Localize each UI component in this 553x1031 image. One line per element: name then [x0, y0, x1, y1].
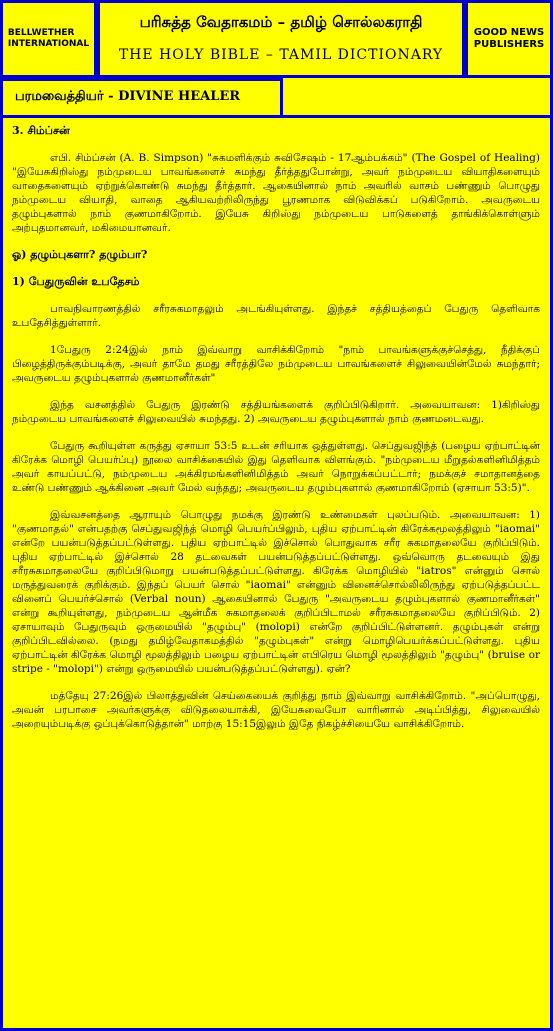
good-news-logo-box — [465, 0, 553, 78]
heading-simpson: 3. சிம்ப்சன் — [12, 124, 70, 137]
heading-peter-teaching: 1) பேதுருவின் உபதேசம் — [12, 275, 140, 288]
section-label: பரமவைத்தியர் - DIVINE HEALER — [15, 89, 241, 104]
section-divider — [283, 115, 553, 118]
paragraph-1: எபி. சிம்ப்சன் (A. B. Simpson) "சுகமளிக்கும் சுவிசேஷம் - 17ஆம்பக்கம்" (The Gospel of Healing) "இயேசுகிறிஸ்து நம்முடைய பாவங்களைச் சுமந்து தீர்த்ததுபோன்று, அவர் நம்முடைய வியாதிகளையும் வாதைகளையும் ஏற்றுக்கொண்டு சுமந்து தீர்த்தார். ஆகையினால் நாம் அவரில் வாசம் பண்ணும் பொழுது நம்முடைய வியாதி, வாதை ஆகியவற்றிலிருந்து பூரணமாக விடுவிக்கப் படுகிறோம். அவருடைய தழும்புகளால் நாம் குணமாகிறோம். இயேசு கிறிஸ்து நம்முடைய பாடுகளைத் தாங்கிக்கொள்ளும் அற்புதமானவர், மகிமையானவர். — [12, 152, 540, 234]
bellwether-logo: BELLWETHER INTERNATIONAL — [7, 28, 90, 49]
paragraph-2: பாவநிவாரணத்தில் சரீரசுகமாதலும் அடங்கியுள்ளது. இந்தச் சத்தியத்தைப் பேதுரு தெளிவாக உபதேசித்துள்ளார். — [12, 303, 540, 329]
heading-question: ஓ) தழும்புகளா? தழும்பா? — [12, 248, 148, 261]
paragraph-3: 1பேதுரு 2:24இல் நாம் இவ்வாறு வாசிக்கிறோம் "நாம் பாவங்களுக்குச்செத்து, நீதிக்குப் பிழைத்திருக்கும்படிக்கு, அவர் தாமே தமது சரீரத்திலே நம்முடைய பாவங்களைச் சிலுவையின்மேல் சுமந்தார்; அவருடைய தழும்புகளால் குணமானீர்கள்" — [12, 344, 540, 384]
paragraph-4: இந்த வசனத்தில் பேதுரு இரண்டு சத்தியங்களைக் குறிப்பிடுகிறார். அவையாவன: 1)கிறிஸ்து நம்முடைய பாவங்களைச் சிலுவையில் சுமந்தது. 2) அவருடைய தழும்புகளால் நாம் குணமடைவது. — [12, 399, 540, 425]
article-body — [12, 124, 540, 744]
title-english: THE HOLY BIBLE – TAMIL DICTIONARY — [118, 47, 444, 63]
bellwether-logo-box — [0, 0, 97, 78]
good-news-logo: GOOD NEWS PUBLISHERS — [473, 27, 545, 50]
title-box — [97, 0, 465, 78]
paragraph-7: மத்தேயு 27:26இல் பிலாத்துவின் செய்கையைக் குறித்து நாம் இவ்வாறு வாசிக்கிறோம். "அப்பொழுது, அவன் பரபாசை அவர்களுக்கு விடுதலையாக்கி, இயேசுவையோ வாரினால் அடிப்பித்து, சிலுவையில் அறையும்படிக்கு ஒப்புக்கொடுத்தான்" மாற்கு 15:15இலும் இதே நிகழ்ச்சியையே வாசிக்கிறோம். — [12, 690, 540, 730]
paragraph-5: பேதுரு கூறியுள்ள கருத்து ஏசாயா 53:5 உடன் சரியாக ஒத்துள்ளது. செப்துவஜிந்த் (பழைய ஏற்பாட்டின் கிரேக்க மொழி பெயர்ப்பு) நூலை வாசிக்கையில் இது தெளிவாக விளங்கும். "நம்முடைய மீறுதல்களினிமித்தம் அவர் காயப்பட்டு, நம்முடைய அக்கிரமங்களினிமித்தம் அவர் நொறுக்கப்பட்டார்; நமக்குச் சமாதானத்தை உண்டு பண்ணும் ஆக்கினை அவர் மேல் வந்தது; அவருடைய தழும்புகளால் குணமாகிறோம் (ஏசாயா 53:5)". — [12, 440, 540, 494]
paragraph-6: இவ்வசனத்தை ஆராயும் பொழுது நமக்கு இரண்டு உண்மைகள் புலப்படும். அவையாவன: 1) "குணமாதல்" என்பதற்கு செப்துவஜிந்த் மொழி பெயர்ப்பிலும், புதிய ஏற்பாட்டின் கிரேக்கமூலத்திலும் "iaomai" என்றே பயன்படுத்தப்பட்டுள்ளது. புதிய ஏற்பாட்டில் இச்சொல் பொதுவாக சரீர சுகமாதலையே குறிப்பிடும். புதிய ஏற்பாட்டில் இச்சொல் 28 தடவைகள் பயன்படுத்தப்பட்டுள்ளது. ஒவ்வொரு தடவையும் இது சரீரசுகமாதலையே குறிப்பிடுமாறு பயன்படுத்தப்பட்டுள்ளது. கிரேக்க மொழியில் "iatros" என்னும் சொல் மருத்துவரைக் குறிக்கும். இந்தப் பெயர் சொல் "iaomai" என்னும் வினைச்சொல்லிலிருந்து ஏற்படுத்தப்பட்ட வினைப் பெயர்ச்சொல் (Verbal noun) ஆகையினால் பேதுரு "அவருடைய தழும்புகளால் குணமானீர்கள்" என்று கூறியுள்ளது, நம்முடைய ஆன்மீக சுகமாதலைக் குறிப்பிடாமல் சரீரசுகமாதலையே குறிப்பிடும். 2) ஏசாயாவும் பேதுருவும் ஒருமையில் "தழும்பு" (molopi) என்றே குறிப்பிட்டுள்ளனர். தழும்புகள் என்று குறிப்பிடவில்லை. (நமது தமிழ்வேதாகமத்தில் "தழும்புகள்" என்று மொழிபெயர்க்கப்பட்டுள்ளது. புதிய ஏற்பாட்டின் கிரேக்க மொழி மூலத்திலும் பழைய ஏற்பாட்டின் எபிரெய மொழி மூலத்திலும் "தழும்பு" (bruise or stripe - "molopi") என்று ஒருமையில் பயன்படுத்தப்பட்டுள்ளது). ஏன்? — [12, 509, 540, 675]
title-tamil: பரிசுத்த வேதாகமம் – தமிழ் சொல்லகராதி — [139, 13, 423, 31]
section-box — [0, 78, 283, 118]
